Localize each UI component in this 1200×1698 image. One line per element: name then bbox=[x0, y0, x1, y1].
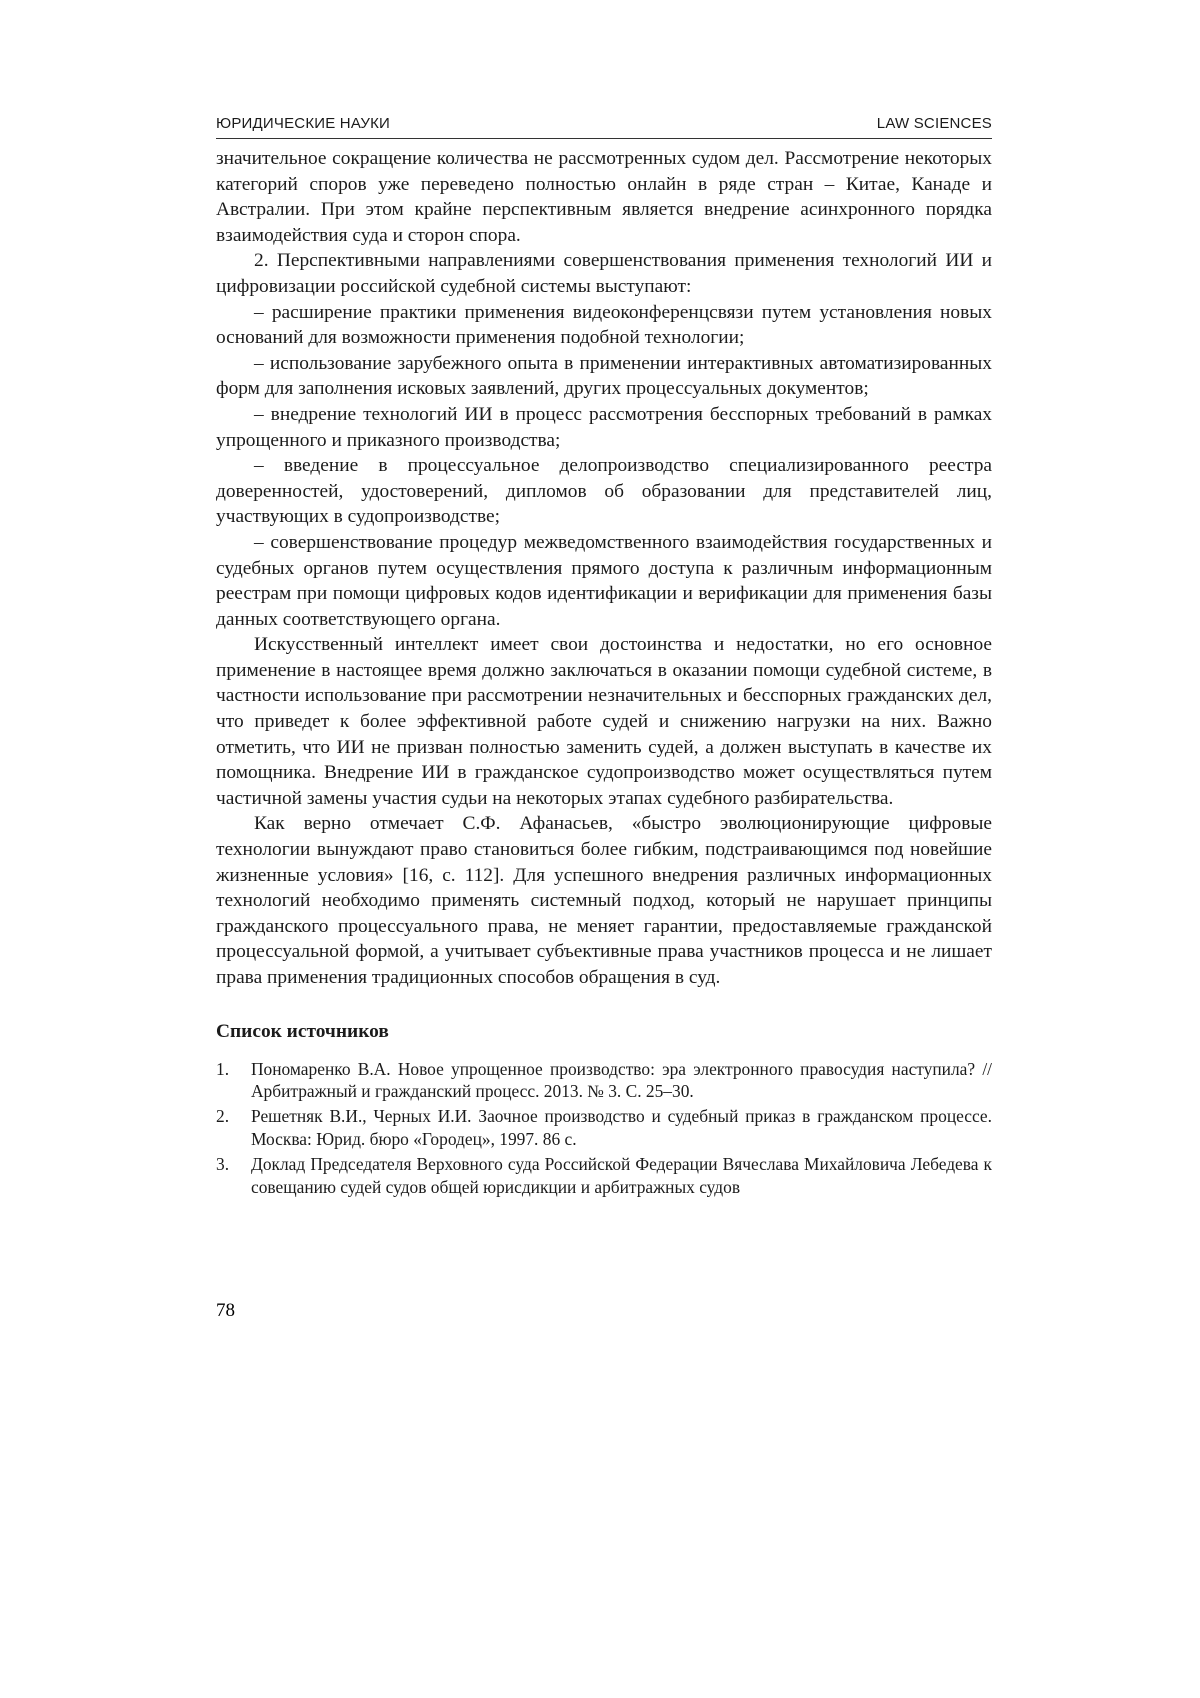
reference-item bbox=[216, 1153, 992, 1199]
references-list bbox=[216, 1058, 992, 1199]
reference-number: 3. bbox=[216, 1153, 230, 1174]
reference-text: Пономаренко В.А. Новое упрощенное производство: эра электронного правосудия наступила? // Арбитражный и гражданский процесс. 2013. № 3. С. 25–30. bbox=[251, 1058, 992, 1102]
paragraph: 2. Перспективными направлениями совершенствования применения технологий ИИ и цифровизации российской судебной системы выступают: bbox=[216, 250, 992, 297]
reference-number: 2. bbox=[216, 1106, 230, 1127]
article-body bbox=[216, 146, 992, 991]
paragraph: Как верно отмечает С.Ф. Афанасьев, «быстро эволюционирующие цифровые технологии вынуждают право становиться более гибким, подстраивающимся под новейшие жизненные условия» [16, с. 112]. Для успешного внедрения различных информационных технологий необходимо применять системный подход, который не нарушает принципы гражданского процессуального права, не меняет гарантии, предоставляемые гражданской процессуальной формой, а учитывает субъективные права участников процесса и не лишает права применения традиционных способов обращения в суд. bbox=[216, 813, 992, 988]
reference-item bbox=[216, 1058, 992, 1104]
list-item: – внедрение технологий ИИ в процесс рассмотрения бесспорных требований в рамках упрощенного и приказного производства; bbox=[216, 403, 992, 451]
paragraph: Искусственный интеллект имеет свои достоинства и недостатки, но его основное применение в настоящее время должно заключаться в оказании помощи судебной системе, в частности использование при рассмотрении незначительных и бесспорных гражданских дел, что приведет к более эффективной работе судей и снижению нагрузки на них. Важно отметить, что ИИ не призван полностью заменить судей, а должен выступать в качестве их помощника. Внедрение ИИ в гражданское судопроизводство может осуществляться путем частичной замены участия судьи на некоторых этапах судебного разбирательства. bbox=[216, 634, 992, 809]
reference-text: Решетняк В.И., Черных И.И. Заочное производство и судебный приказ в гражданском процессе. Москва: Юрид. бюро «Городец», 1997. 86 с. bbox=[251, 1106, 992, 1149]
list-item: – использование зарубежного опыта в применении интерактивных автоматизированных форм для заполнения исковых заявлений, других процессуальных документов; bbox=[216, 352, 992, 400]
reference-item bbox=[216, 1105, 992, 1151]
page bbox=[216, 112, 992, 1200]
reference-number: 1. bbox=[216, 1058, 230, 1079]
list-item: – совершенствование процедур межведомственного взаимодействия государственных и судебных органов путем осуществления прямого доступа к различным информационным реестрам при помощи цифровых кодов идентификации и верификации для применения базы данных соответствующего органа. bbox=[216, 531, 992, 630]
list-item: – введение в процессуальное делопроизводство специализированного реестра доверенностей, удостоверений, дипломов об образовании для представителей лиц, участвующих в судопроизводстве; bbox=[216, 455, 992, 528]
page-number: 78 bbox=[216, 1300, 235, 1321]
references-heading: Список источников bbox=[216, 1020, 389, 1042]
paragraph: значительное сокращение количества не рассмотренных судом дел. Рассмотрение некоторых категорий споров уже переведено полностью онлайн в ряде стран – Китае, Канаде и Австралии. При этом крайне перспективным является внедрение асинхронного порядка взаимодействия суда и сторон спора. bbox=[216, 148, 992, 246]
list-item: – расширение практики применения видеоконференцсвязи путем установления новых оснований для возможности применения подобной технологии; bbox=[216, 301, 992, 349]
reference-text: Доклад Председателя Верховного суда Российской Федерации Вячеслава Михайловича Лебедева к совещанию судей судов общей юрисдикции и арбитражных судов bbox=[251, 1153, 992, 1197]
header-section-en: LAW SCIENCES bbox=[876, 115, 992, 132]
header-section-ru: ЮРИДИЧЕСКИЕ НАУКИ bbox=[216, 115, 391, 132]
running-header bbox=[216, 112, 992, 139]
